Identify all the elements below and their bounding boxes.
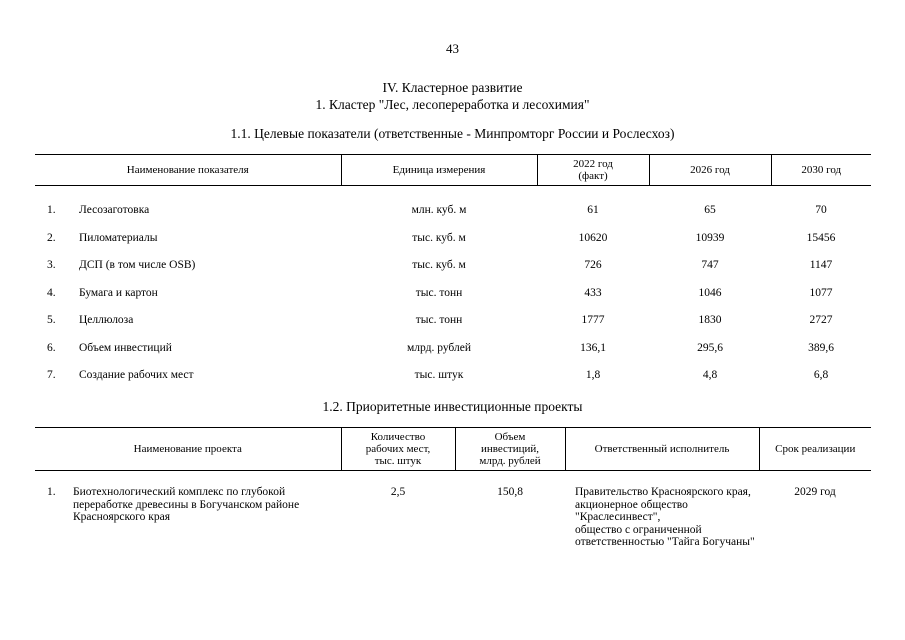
row-number: 1. [47, 204, 56, 216]
unit-cell: тыс. куб. м [412, 231, 466, 244]
value-2030: 6,8 [813, 369, 829, 382]
row-number: 4. [47, 286, 56, 299]
value-2030: 15456 [806, 231, 836, 244]
header-term: Срок реализации [759, 428, 871, 471]
unit-cell: тыс. тонн [415, 286, 463, 299]
row-number: 6. [47, 341, 56, 354]
table-row [35, 362, 871, 390]
header-indicator-name: Наименование показателя [35, 155, 341, 186]
value-2026: 10939 [695, 231, 725, 244]
executor-cell: Правительство Красноярского края, акционерное общество "Краслесинвест", общество с ограниченной ответственностью "Тайга Богучаны" [575, 486, 755, 548]
table-row [35, 307, 871, 335]
value-2030: 1147 [809, 259, 833, 272]
cluster-title: 1. Кластер "Лес, лесопереработка и лесохимия" [315, 97, 590, 112]
row-number: 3. [47, 259, 56, 272]
section-title: IV. Кластерное развитие [382, 80, 523, 95]
header-investment [455, 428, 565, 471]
indicator-name: Лесозаготовка [79, 204, 150, 216]
indicator-name: Бумага и картон [79, 286, 158, 299]
indicators-table [35, 154, 871, 389]
header-investment-label: Объем инвестиций, млрд. рублей [479, 431, 541, 467]
header-2026: 2026 год [649, 155, 771, 186]
header-unit: Единица измерения [341, 155, 537, 186]
header-jobs-label: Количество рабочих мест, тыс. штук [365, 431, 431, 467]
value-2026: 65 [704, 204, 716, 216]
table-row [35, 224, 871, 252]
table-row [35, 471, 871, 549]
row-number: 7. [47, 369, 56, 382]
indicator-name: Пиломатериалы [79, 231, 158, 244]
unit-cell: тыс. куб. м [412, 259, 466, 272]
value-2022: 1,8 [585, 369, 601, 382]
value-2022: 136,1 [580, 341, 606, 354]
table-row [35, 334, 871, 362]
value-2022: 1777 [581, 314, 605, 327]
row-number: 2. [47, 231, 56, 244]
value-2026: 1830 [698, 314, 722, 327]
value-2026: 4,8 [702, 369, 718, 382]
jobs-cell: 2,5 [390, 486, 406, 498]
indicators-table-title: 1.1. Целевые показатели (ответственные - Минпромторг России и Рослесхоз) [230, 126, 675, 141]
value-2030: 2727 [809, 314, 833, 327]
value-2030: 1077 [809, 286, 833, 299]
page-number: 43 [446, 41, 459, 56]
value-2022: 10620 [578, 231, 608, 244]
indicator-name: Целлюлоза [79, 314, 134, 327]
header-2022-label: 2022 год (факт) [573, 158, 613, 182]
value-2022: 433 [584, 286, 602, 299]
header-2022 [537, 155, 649, 186]
value-2026: 1046 [698, 286, 722, 299]
unit-cell: тыс. тонн [415, 314, 463, 327]
unit-cell: млрд. рублей [407, 341, 471, 354]
value-2030: 389,6 [808, 341, 834, 354]
project-name: Биотехнологический комплекс по глубокой переработке древесины в Богучанском районе Красноярского края [73, 486, 300, 523]
unit-cell: тыс. штук [414, 369, 464, 382]
indicator-name: ДСП (в том числе OSB) [79, 259, 196, 272]
table-header-row [35, 428, 871, 471]
row-number: 1. [47, 486, 56, 498]
term-cell: 2029 год [794, 486, 836, 498]
value-2030: 70 [815, 204, 827, 216]
value-2022: 61 [587, 204, 599, 216]
table-row [35, 252, 871, 280]
header-project-name: Наименование проекта [35, 428, 341, 471]
value-2022: 726 [584, 259, 602, 272]
unit-cell: млн. куб. м [411, 204, 467, 216]
indicator-name: Объем инвестиций [79, 341, 172, 354]
header-2030: 2030 год [771, 155, 871, 186]
investment-cell: 150,8 [497, 486, 523, 498]
projects-table-title: 1.2. Приоритетные инвестиционные проекты [322, 399, 583, 414]
indicator-name: Создание рабочих мест [79, 369, 194, 382]
table-header-row [35, 155, 871, 186]
header-jobs [341, 428, 455, 471]
section-heading [0, 79, 905, 113]
table-row [35, 186, 871, 225]
projects-table [35, 427, 871, 549]
value-2026: 295,6 [697, 341, 723, 354]
table-row [35, 279, 871, 307]
value-2026: 747 [701, 259, 719, 272]
row-number: 5. [47, 314, 56, 327]
header-executor: Ответственный исполнитель [565, 428, 759, 471]
